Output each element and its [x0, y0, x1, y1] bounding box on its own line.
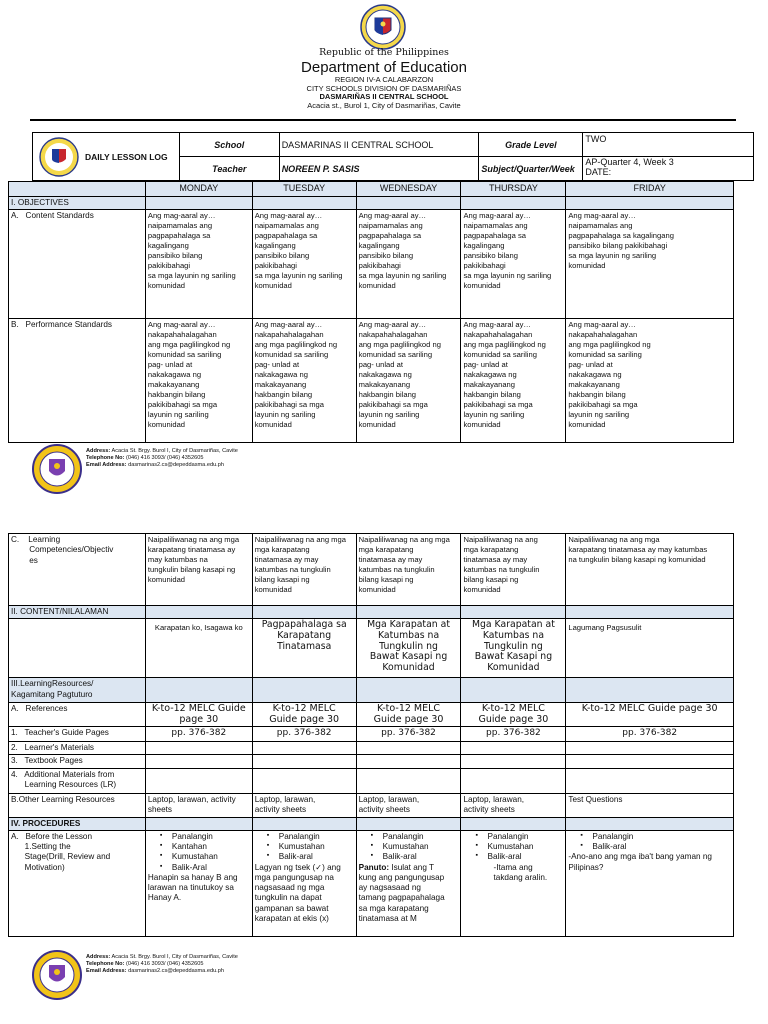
- tg-pages-monday: pp. 376-382: [145, 727, 252, 742]
- bullet-item: ▪ Kumustahan: [487, 842, 563, 852]
- content-standards-label: A. Content Standards: [9, 210, 146, 319]
- teacher-label: Teacher: [179, 157, 279, 181]
- procedure-wednesday: [356, 830, 461, 936]
- grade-level-value: TWO: [583, 133, 754, 157]
- content-wednesday: Mga Karapatan at Katumbas na Tungkulin ng Bawat Kasapi ng Komunidad: [356, 619, 461, 678]
- learners-materials-label: 2. Learner's Materials: [9, 742, 146, 755]
- day-header-wednesday: WEDNESDAY: [356, 182, 461, 197]
- school-seal-logo: [32, 444, 82, 494]
- school-name-line: DASMARIÑAS II CENTRAL SCHOOL: [319, 92, 449, 102]
- lesson-grid-page1: [8, 181, 734, 443]
- references-label: A. References: [9, 703, 146, 727]
- deped-seal-logo: [360, 4, 406, 50]
- procedure-text: Panuto: Isulat ang T kung ang pangungusap ay nagsasaad ng tamang pagpapahalaga sa mga karapatang tinatamasa at M: [358, 862, 445, 923]
- day-header-friday: FRIDAY: [566, 182, 734, 197]
- bullet-item: ▪ Balik-Aral: [172, 863, 250, 873]
- other-resources-label: B.Other Learning Resources: [9, 793, 146, 817]
- bullet-item: ▪ Kumustahan: [279, 842, 354, 852]
- objectives-section-label: I. OBJECTIVES: [9, 196, 146, 209]
- performance-standards-wednesday: Ang mag-aaral ay… nakapahahalagahan ang mga paglilingkod ng komunidad sa sariling pag- unlad at nakakagawa ng makakayanang hakbangin bilang pakikibahagi sa mga layunin ng sariling komunidad: [356, 319, 461, 443]
- teacher-value: NOREEN P. SASIS: [279, 157, 479, 181]
- competencies-wednesday: Naipaliliwanag na ang mga mga karapatang tinatamasa ay may katumbas na tungkulin bilang kasapi ng komunidad: [356, 534, 461, 606]
- other-resources-thursday: Laptop, larawan, activity sheets: [461, 793, 566, 817]
- subject-quarter-week-value: AP-Quarter 4, Week 3: [585, 157, 674, 167]
- bullet-item: ▪ Panalangin: [592, 832, 731, 842]
- learning-resources-label: III.LearningResources/ Kagamitang Pagtuturo: [9, 678, 146, 703]
- performance-standards-thursday: Ang mag-aaral ay… nakapahahalagahan ang mga paglilingkod ng komunidad sa sariling pag- unlad at nakakagawa ng makakayanang hakbangin bilang pakikibahagi sa mga layunin ng sariling komunidad: [461, 319, 566, 443]
- procedures-section-label: IV. PROCEDURES: [9, 817, 146, 830]
- bullet-item: ▪ Kantahan: [172, 842, 250, 852]
- day-header-tuesday: TUESDAY: [252, 182, 356, 197]
- performance-standards-label: B. Performance Standards: [9, 319, 146, 443]
- competencies-friday: Naipaliliwanag na ang mga karapatang tinatamasa ay may katumbas na tungkulin bilang kasapi ng komunidad: [566, 534, 734, 606]
- content-standards-friday: Ang mag-aaral ay… naipamamalas ang pagpapahalaga sa kagalingang pansibiko bilang pakikibahagi sa mga layunin ng sariling komunidad: [566, 210, 734, 319]
- learning-competencies-label: C. Learning Competencies/Objectiv es: [9, 534, 146, 606]
- references-friday: K-to-12 MELC Guide page 30: [566, 703, 734, 727]
- content-friday: Lagumang Pagsusulit: [566, 619, 734, 678]
- bullet-item: ▪ Panalangin: [172, 832, 250, 842]
- school-seal-logo: [32, 950, 82, 1000]
- footer-telephone: Telephone No: (046) 416 3093/ (046) 4352605: [86, 960, 204, 967]
- footer-telephone: Telephone No: (046) 416 3093/ (046) 4352605: [86, 454, 204, 461]
- procedure-monday: [145, 830, 252, 936]
- footer-address: Address: Acacia St. Brgy. Burol I, City of Dasmariñas, Cavite: [86, 954, 238, 960]
- school-label: School: [179, 133, 279, 157]
- references-wednesday: K-to-12 MELC Guide page 30: [356, 703, 461, 727]
- region-line: REGION IV-A CALABARZON: [334, 75, 434, 85]
- procedure-text: -Itama ang takdang aralin.: [493, 862, 548, 882]
- content-thursday: Mga Karapatan at Katumbas na Tungkulin ng Bawat Kasapi ng Komunidad: [461, 619, 566, 678]
- school-address-line: Acacia st., Burol 1, City of Dasmariñas, Cavite: [307, 101, 461, 111]
- lesson-grid-page2: [8, 533, 734, 937]
- other-resources-wednesday: Laptop, larawan, activity sheets: [356, 793, 461, 817]
- procedure-friday: [566, 830, 734, 936]
- before-the-lesson-label: A. Before the Lesson 1.Setting the Stage(Drill, Review and Motivation): [9, 830, 146, 936]
- procedure-tuesday: [252, 830, 356, 936]
- other-resources-tuesday: Laptop, larawan, activity sheets: [252, 793, 356, 817]
- tg-pages-friday: pp. 376-382: [566, 727, 734, 742]
- procedure-text: Lagyan ng tsek (✓) ang mga pangungusap na nagsasaad ng mga tungkulin na dapat gampanan sa bawat karapatan at ekis (x): [254, 862, 341, 923]
- subject-quarter-week-label: Subject/Quarter/Week: [479, 157, 583, 181]
- dll-title-cell: [33, 133, 180, 181]
- header-rule: [30, 119, 736, 121]
- other-resources-friday: Test Questions: [566, 793, 734, 817]
- school-value: DASMARINAS II CENTRAL SCHOOL: [279, 133, 479, 157]
- content-standards-thursday: Ang mag-aaral ay… naipamamalas ang pagpapahalaga sa kagalingang pansibiko bilang pakikibahagi sa mga layunin ng sariling komunidad: [461, 210, 566, 319]
- day-header-thursday: THURSDAY: [461, 182, 566, 197]
- other-resources-monday: Laptop, larawan, activity sheets: [145, 793, 252, 817]
- bullet-item: ▪ Balik-aral: [383, 852, 459, 862]
- content-standards-tuesday: Ang mag-aaral ay… naipamamalas ang pagpapahalaga sa kagalingang pansibiko bilang pakikibahagi sa mga layunin ng sariling komunidad: [252, 210, 356, 319]
- procedure-text: -Ano-ano ang mga iba't bang yaman ng Pilipinas?: [568, 852, 712, 872]
- content-tuesday: Pagpapahalaga sa Karapatang Tinatamasa: [252, 619, 356, 678]
- footer-email: Email Address: dasmarinas2.cs@depeddasma.edu.ph: [86, 461, 224, 468]
- content-standards-wednesday: Ang mag-aaral ay… naipamamalas ang pagpapahalaga sa kagalingang pansibiko bilang pakikibahagi sa mga layunin ng sariling komunidad: [356, 210, 461, 319]
- footer-email: Email Address: dasmarinas2.cs@depeddasma.edu.ph: [86, 967, 224, 974]
- page2-footer: [32, 950, 238, 1005]
- content-standards-monday: Ang mag-aaral ay… naipamamalas ang pagpapahalaga sa kagalingang pansibiko bilang pakikibahagi sa mga layunin ng sariling komunidad: [145, 210, 252, 319]
- performance-standards-friday: Ang mag-aaral ay… nakapahahalagahan ang mga paglilingkod ng komunidad sa sariling pag- unlad at nakakagawa ng makakayanang hakbangin bilang pakikibahagi sa mga layunin ng sariling komunidad: [566, 319, 734, 443]
- performance-standards-monday: Ang mag-aaral ay… nakapahahalagahan ang mga paglilingkod ng komunidad sa sariling pag- unlad at nakakagawa ng makakayanang hakbangin bilang pakikibahagi sa mga layunin ng sariling komunidad: [145, 319, 252, 443]
- procedure-text: Hanapin sa hanay B ang larawan na tinutukoy sa Hanay A.: [147, 872, 238, 903]
- dll-title: DAILY LESSON LOG: [85, 151, 168, 162]
- procedure-thursday: [461, 830, 566, 936]
- panuto-label: Panuto:: [358, 862, 390, 872]
- bullet-item: ▪ Panalangin: [383, 832, 459, 842]
- bullet-item: ▪ Kumustahan: [172, 852, 250, 862]
- bullet-item: ▪ Balik-aral: [487, 852, 563, 862]
- competencies-thursday: Naipaliliwanag na ang mga karapatang tinatamasa ay may katumbas na tungkulin bilang kasapi ng komunidad: [461, 534, 566, 606]
- competencies-monday: Naipaliliwanag na ang mga karapatang tinatamasa ay may katumbas na tungkulin bilang kasapi ng komunidad: [145, 534, 252, 606]
- day-header-monday: MONDAY: [145, 182, 252, 197]
- content-monday: Karapatan ko, Isagawa ko: [145, 619, 252, 678]
- references-thursday: K-to-12 MELC Guide page 30: [461, 703, 566, 727]
- references-tuesday: K-to-12 MELC Guide page 30: [252, 703, 356, 727]
- grade-level-label: Grade Level: [479, 133, 583, 157]
- dll-info-table: [32, 132, 754, 181]
- additional-materials-label: 4. Additional Materials from Learning Resources (LR): [9, 768, 146, 793]
- republic-line: Republic of the Philippines: [319, 47, 449, 58]
- page1-footer: [32, 444, 238, 499]
- tg-pages-thursday: pp. 376-382: [461, 727, 566, 742]
- teachers-guide-label: 1. Teacher's Guide Pages: [9, 727, 146, 742]
- division-line: CITY SCHOOLS DIVISION OF DASMARIÑAS: [306, 83, 462, 93]
- bullet-item: ▪ Panalangin: [487, 832, 563, 842]
- bullet-item: ▪ Panalangin: [279, 832, 354, 842]
- subject-quarter-week-cell: [583, 157, 754, 181]
- bullet-item: ▪ Balik-aral: [279, 852, 354, 862]
- tg-pages-wednesday: pp. 376-382: [356, 727, 461, 742]
- textbook-pages-label: 3. Textbook Pages: [9, 755, 146, 768]
- date-label: DATE:: [585, 166, 612, 177]
- tg-pages-tuesday: pp. 376-382: [252, 727, 356, 742]
- content-section-label: II. CONTENT/NILALAMAN: [9, 606, 146, 619]
- footer-address: Address: Acacia St. Brgy. Burol I, City of Dasmariñas, Cavite: [86, 448, 238, 454]
- bullet-item: ▪ Kumustahan: [383, 842, 459, 852]
- references-monday: K-to-12 MELC Guide page 30: [145, 703, 252, 727]
- competencies-tuesday: Naipaliliwanag na ang mga mga karapatang tinatamasa ay may katumbas na tungkulin bilang kasapi ng komunidad: [252, 534, 356, 606]
- department-title: Department of Education: [301, 58, 467, 76]
- bullet-item: ▪ Balik-aral: [592, 842, 731, 852]
- school-logo-icon: [39, 137, 79, 177]
- performance-standards-tuesday: Ang mag-aaral ay… nakapahahalagahan ang mga paglilingkod ng komunidad sa sariling pag- unlad at nakakagawa ng makakayanang hakbangin bilang pakikibahagi sa mga layunin ng sariling komunidad: [252, 319, 356, 443]
